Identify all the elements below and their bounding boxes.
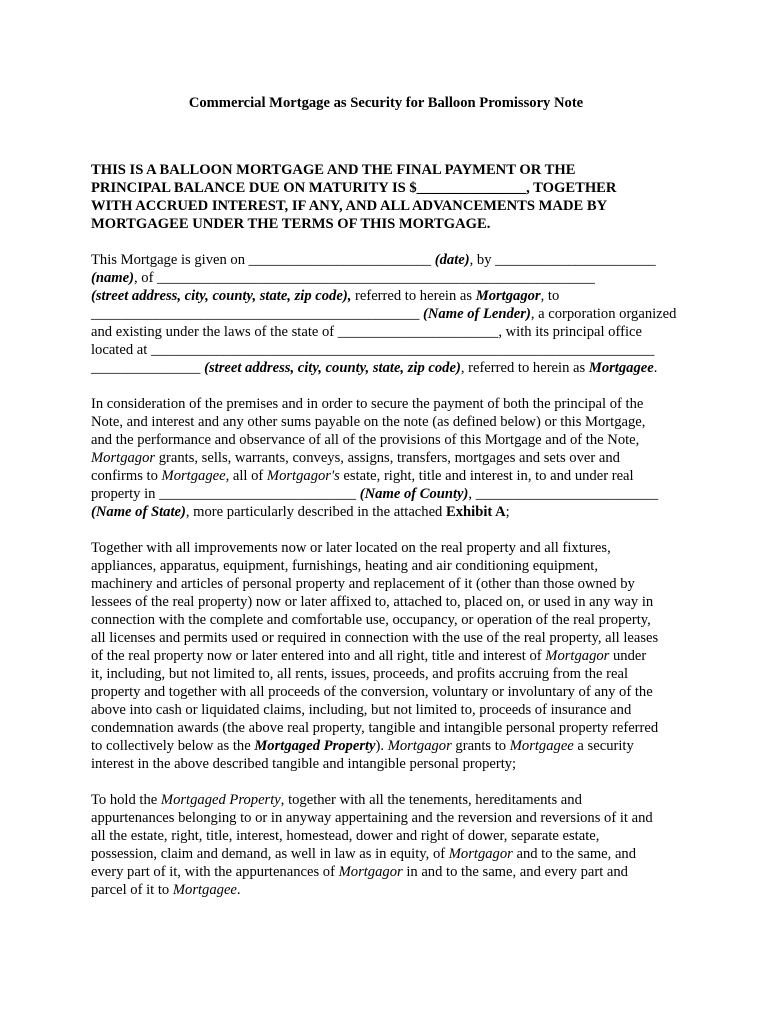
- text: every part of it, with the appurtenances of: [91, 864, 339, 880]
- address-label: (street address, city, county, state, zip code),: [91, 288, 352, 304]
- improvements-line: it, including, but not limited to, all rents, issues, proceeds, and profits accruing from the real: [91, 666, 629, 682]
- notice-line: MORTGAGEE UNDER THE TERMS OF THIS MORTGAGE.: [91, 216, 491, 232]
- document-title: Commercial Mortgage as Security for Balloon Promissory Note: [188, 95, 584, 111]
- county-label: (Name of County): [359, 486, 469, 502]
- improvements-line: connection with the complete and comfortable use, occupancy, or operation of the real property,: [91, 612, 651, 628]
- state-label: (Name of State): [91, 504, 186, 520]
- text: estate, right, title and interest in, to and under real: [339, 468, 634, 484]
- text: grants, sells, warrants, conveys, assigns, transfers, mortgages and sets over and: [155, 450, 620, 466]
- text: , a corporation organized: [530, 306, 677, 322]
- exhibit-reference: Exhibit A: [446, 504, 506, 520]
- text: parcel of it to: [91, 882, 173, 898]
- text: under: [609, 648, 647, 664]
- habendum-line: [91, 845, 681, 863]
- text: , to: [540, 288, 560, 304]
- notice-line: PRINCIPAL BALANCE DUE ON MATURITY IS $_______________, TOGETHER: [91, 180, 617, 196]
- mortgagee-term: Mortgagee,: [161, 468, 230, 484]
- improvements-line: [91, 647, 681, 665]
- text: possession, claim and demand, as well in law as in equity, of: [91, 846, 449, 862]
- improvements-line: Together with all improvements now or later located on the real property and all fixtures,: [91, 540, 611, 556]
- improvements-line: condemnation awards (the above real property, tangible and intangible personal property referred: [91, 720, 659, 736]
- consideration-line: [91, 467, 681, 485]
- improvements-line: interest in the above described tangible and intangible personal property;: [91, 756, 517, 772]
- consideration-line: [91, 503, 681, 521]
- consideration-line: and the performance and observance of all of the provisions of this Mortgage and of the Note,: [91, 432, 640, 448]
- mortgagor-term: Mortgagor: [448, 846, 513, 862]
- text: , of ____________________________________________________________: [133, 270, 595, 286]
- habendum-line: appurtenances belonging to or in anyway appertaining and the reversion and reversions of it and: [91, 810, 653, 826]
- improvements-line: lessees of the real property) now or later affixed to, attached to, placed on, or used in any way in: [91, 594, 654, 610]
- text: a security: [573, 738, 634, 754]
- habendum-paragraph: [91, 791, 681, 899]
- parties-line: and existing under the laws of the state of ______________________, with its principal office: [91, 324, 642, 340]
- text: grants to: [451, 738, 510, 754]
- mortgaged-property-term: Mortgaged Property: [160, 792, 281, 808]
- improvements-line: appliances, apparatus, equipment, furnishings, heating and air conditioning equipment,: [91, 558, 599, 574]
- improvements-line: property and together with all proceeds of the conversion, voluntary or involuntary of any of the: [91, 684, 653, 700]
- text: , together with all the tenements, hereditaments and: [280, 792, 582, 808]
- lender-label: (Name of Lender): [423, 306, 531, 322]
- parties-paragraph: [91, 251, 681, 377]
- date-label: (date): [434, 252, 470, 268]
- text: .: [236, 882, 241, 898]
- habendum-line: [91, 881, 681, 899]
- habendum-line: [91, 791, 681, 809]
- parties-line: [91, 251, 681, 269]
- text: , _________________________: [468, 486, 659, 502]
- mortgagee-term: Mortgagee: [172, 882, 237, 898]
- mortgagor-term: Mortgagor: [91, 450, 156, 466]
- notice-line: WITH ACCRUED INTEREST, IF ANY, AND ALL ADVANCEMENTS MADE BY: [91, 198, 608, 214]
- parties-line: [91, 269, 681, 287]
- text: referred to herein as: [351, 288, 476, 304]
- text: ;: [505, 504, 510, 520]
- mortgagor-term: Mortgagor: [338, 864, 403, 880]
- parties-line: [91, 359, 681, 377]
- habendum-line: [91, 863, 681, 881]
- habendum-line: all the estate, right, title, interest, homestead, dower and right of dower, separate estate,: [91, 828, 600, 844]
- mortgagee-term: Mortgagee: [588, 360, 654, 376]
- consideration-line: Note, and interest and any other sums payable on the note (as defined below) or this Mortgage,: [91, 414, 646, 430]
- notice-line: THIS IS A BALLOON MORTGAGE AND THE FINAL PAYMENT OR THE: [91, 162, 576, 178]
- parties-line: [91, 305, 681, 323]
- text: _______________: [91, 360, 205, 376]
- name-label: (name): [91, 270, 134, 286]
- text: to collectively below as the: [91, 738, 255, 754]
- improvements-line: above into cash or liquidated claims, including, but not limited to, proceeds of insurance and: [91, 702, 632, 718]
- improvements-line: [91, 737, 681, 755]
- text: To hold the: [91, 792, 161, 808]
- consideration-line: In consideration of the premises and in order to secure the payment of both the principal of the: [91, 396, 644, 412]
- text: property in ___________________________: [91, 486, 360, 502]
- text: .: [653, 360, 658, 376]
- text: , by ______________________: [469, 252, 656, 268]
- consideration-line: [91, 485, 681, 503]
- text: of the real property now or later entered into and all right, title and interest of: [91, 648, 546, 664]
- consideration-paragraph: [91, 395, 681, 521]
- text: _____________________________________________: [91, 306, 424, 322]
- consideration-line: [91, 449, 681, 467]
- mortgagor-term: Mortgagor: [387, 738, 452, 754]
- improvements-paragraph: [91, 539, 681, 773]
- address-label: (street address, city, county, state, zip code): [204, 360, 461, 376]
- text: , referred to herein as: [460, 360, 589, 376]
- text: This Mortgage is given on _________________________: [91, 252, 435, 268]
- parties-line: [91, 287, 681, 305]
- balloon-notice: [91, 161, 681, 233]
- mortgaged-property-term: Mortgaged Property: [254, 738, 376, 754]
- mortgagor-term: Mortgagor: [545, 648, 610, 664]
- text: ).: [375, 738, 388, 754]
- text: , more particularly described in the attached: [185, 504, 446, 520]
- parties-line: located at _____________________________________________________________________: [91, 342, 655, 358]
- improvements-line: all licenses and permits used or required in connection with the use of the real property, all leases: [91, 630, 659, 646]
- document-page: [91, 94, 681, 917]
- mortgagor-term: Mortgagor: [475, 288, 541, 304]
- text: confirms to: [91, 468, 162, 484]
- mortgagor-term: Mortgagor's: [266, 468, 340, 484]
- text: all of: [229, 468, 267, 484]
- text: and to the same, and: [512, 846, 637, 862]
- mortgagee-term: Mortgagee: [509, 738, 574, 754]
- text: in and to the same, and every part and: [402, 864, 628, 880]
- improvements-line: machinery and articles of personal property and replacement of it (other than those owned by: [91, 576, 635, 592]
